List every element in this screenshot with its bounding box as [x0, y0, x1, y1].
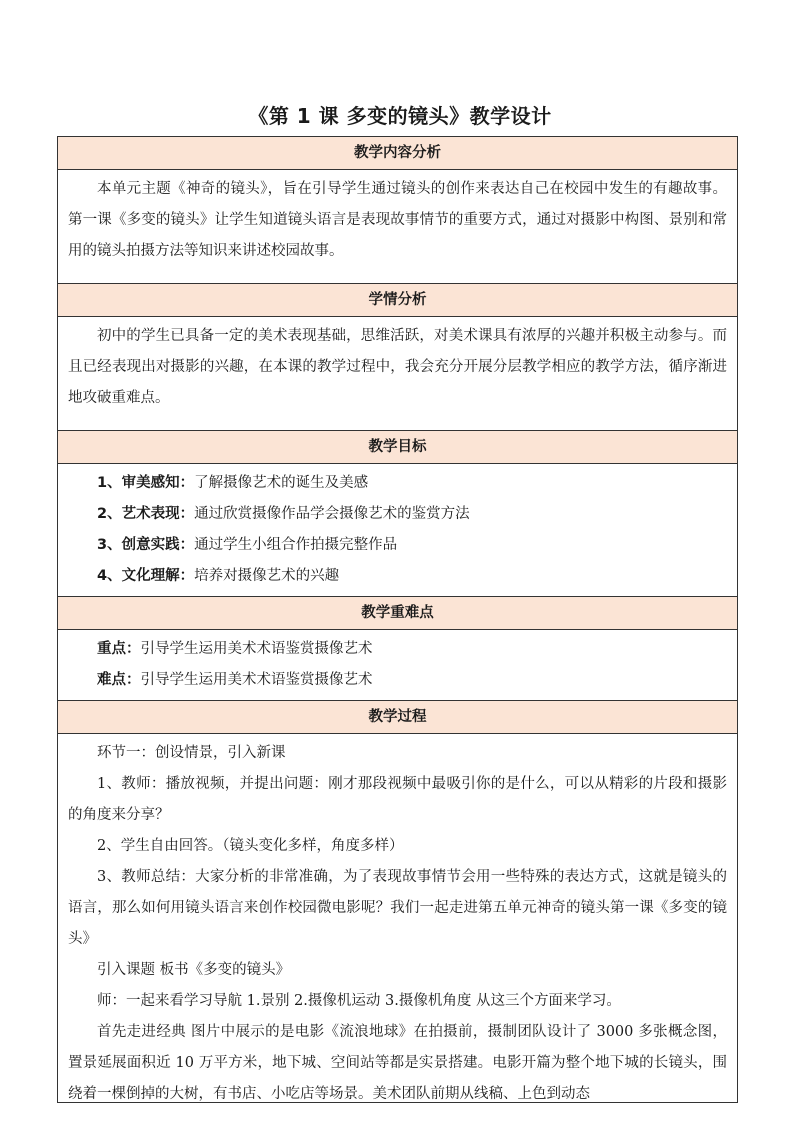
objective-label: 2、艺术表现： [97, 506, 195, 522]
difficulty-line [68, 665, 727, 696]
content-analysis-heading: 教学内容分析 [58, 137, 737, 170]
content-analysis-text: 本单元主题《神奇的镜头》，旨在引导学生通过镜头的创作来表达自己在校园中发生的有趣故事。第一课《多变的镜头》让学生知道镜头语言是表现故事情节的重要方式，通过对摄影中构图、景别和常用的镜头拍摄方法等知识来讲述校园故事。 [68, 181, 727, 259]
learner-analysis-body [58, 317, 737, 431]
difficulty-text: 引导学生运用美术术语鉴赏摄像艺术 [140, 672, 373, 688]
objective-label: 1、审美感知： [97, 475, 195, 491]
difficulty-label: 难点： [97, 672, 141, 688]
lesson-plan-table [57, 136, 738, 1103]
process-paragraph: 引入课题 板书《多变的镜头》 [97, 962, 291, 978]
objective-text: 培养对摄像艺术的兴趣 [194, 568, 340, 584]
objective-label: 3、创意实践： [97, 537, 195, 553]
objective-item [68, 499, 727, 530]
key-points-body [58, 630, 737, 701]
process-paragraph: 师：一起来看学习导航 1.景别 2.摄像机运动 3.摄像机角度 从这三个方面来学习。 [97, 993, 621, 1009]
objective-item [68, 530, 727, 561]
objectives-body [58, 464, 737, 597]
objective-text: 了解摄像艺术的诞生及美感 [194, 475, 369, 491]
objective-item [68, 561, 727, 592]
process-paragraph: 首先走进经典 图片中展示的是电影《流浪地球》在拍摄前，摄制团队设计了 3000 多张概念图，置景延展面积近 10 万平方米，地下城、空间站等都是实景搭建。电影开篇为整个地下城的长镜头，围绕着一棵倒掉的大树，有书店、小吃店等场景。美术团队前期从线稿、上色到动态 [68, 1024, 727, 1102]
process-paragraph: 环节一：创设情景，引入新课 [97, 745, 286, 761]
key-points-heading: 教学重难点 [58, 597, 737, 630]
process-paragraph: 2、学生自由回答。（镜头变化多样，角度多样） [97, 838, 404, 854]
process-paragraph: 1、教师：播放视频，并提出问题：刚才那段视频中最吸引你的是什么，可以从精彩的片段和摄影的角度来分享？ [68, 776, 727, 823]
objective-item [68, 468, 727, 499]
focus-text: 引导学生运用美术术语鉴赏摄像艺术 [140, 641, 373, 657]
document-title: 《第 1 课 多变的镜头》教学设计 [248, 104, 552, 128]
objective-text: 通过学生小组合作拍摄完整作品 [194, 537, 398, 553]
process-paragraph: 3、教师总结：大家分析的非常准确，为了表现故事情节会用一些特殊的表达方式，这就是镜头的语言，那么如何用镜头语言来创作校园微电影呢？我们一起走进第五单元神奇的镜头第一课《多变的镜头》 [68, 869, 727, 947]
objective-text: 通过欣赏摄像作品学会摄像艺术的鉴赏方法 [194, 506, 470, 522]
learner-analysis-text: 初中的学生已具备一定的美术表现基础，思维活跃，对美术课具有浓厚的兴趣并积极主动参与。而且已经表现出对摄影的兴趣，在本课的教学过程中，我会充分开展分层教学相应的教学方法，循序渐进地攻破重难点。 [68, 328, 727, 406]
focus-line [68, 634, 727, 665]
focus-label: 重点： [97, 641, 141, 657]
content-analysis-body [58, 170, 737, 284]
process-body [58, 734, 737, 1102]
process-heading: 教学过程 [58, 701, 737, 734]
objective-label: 4、文化理解： [97, 568, 195, 584]
objectives-heading: 教学目标 [58, 431, 737, 464]
learner-analysis-heading: 学情分析 [58, 284, 737, 317]
